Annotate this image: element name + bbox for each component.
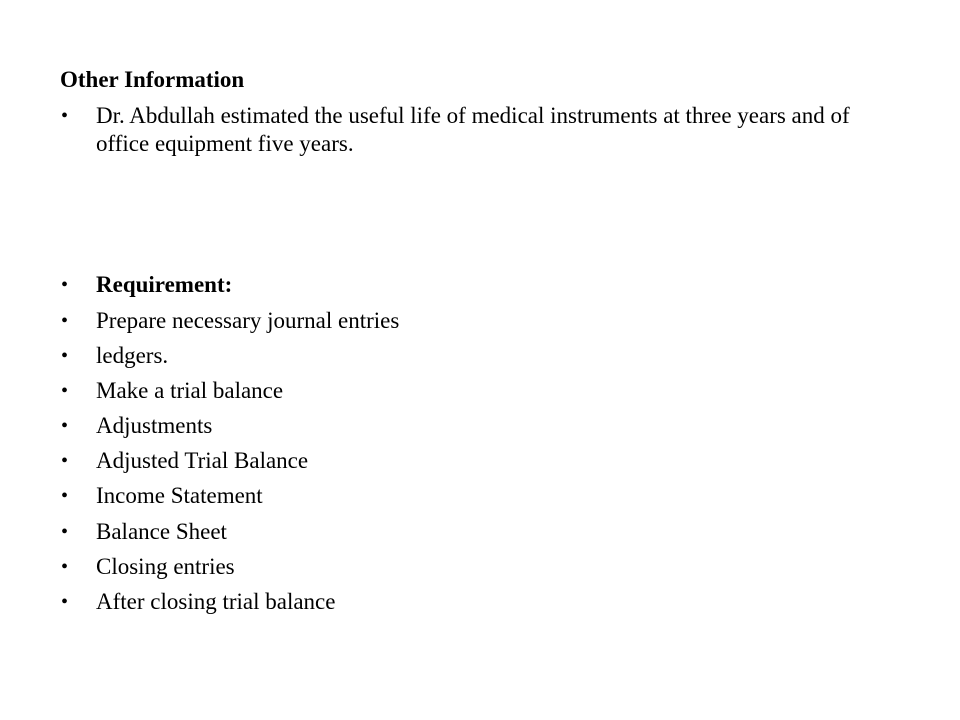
requirement-text: Adjusted Trial Balance [96, 448, 309, 473]
bullet-icon: • [61, 105, 69, 127]
bullet-icon: • [61, 450, 69, 472]
bullet-icon: • [61, 485, 69, 507]
requirement-text: Balance Sheet [96, 519, 227, 544]
requirement-text: Closing entries [96, 554, 235, 579]
requirement-heading-item [60, 271, 880, 299]
requirement-label: Requirement: [96, 272, 233, 297]
bullet-icon: • [61, 380, 69, 402]
requirement-item [60, 377, 880, 405]
requirement-item [60, 412, 880, 440]
bullet-icon: • [61, 345, 69, 367]
requirement-item [60, 307, 880, 335]
requirement-text: ledgers. [96, 343, 169, 368]
requirement-item [60, 588, 880, 616]
info-bullet-text: Dr. Abdullah estimated the useful life of medical instruments at three years and of office equipment five years. [96, 103, 850, 156]
requirement-item [60, 447, 880, 475]
requirement-text: Prepare necessary journal entries [96, 308, 400, 333]
requirement-text: Adjustments [96, 413, 213, 438]
bullet-icon: • [61, 591, 69, 613]
requirement-text: Make a trial balance [96, 378, 284, 403]
bullet-icon: • [61, 556, 69, 578]
bullet-icon: • [61, 274, 69, 296]
slide-heading: Other Information [60, 67, 245, 92]
requirement-item [60, 518, 880, 546]
bullet-icon: • [61, 415, 69, 437]
requirement-text: Income Statement [96, 483, 263, 508]
requirement-item [60, 553, 880, 581]
bullet-icon: • [61, 521, 69, 543]
requirement-item [60, 342, 880, 370]
bullet-icon: • [61, 310, 69, 332]
info-bullet-item [60, 102, 880, 158]
requirement-item [60, 482, 880, 510]
requirement-text: After closing trial balance [96, 589, 336, 614]
